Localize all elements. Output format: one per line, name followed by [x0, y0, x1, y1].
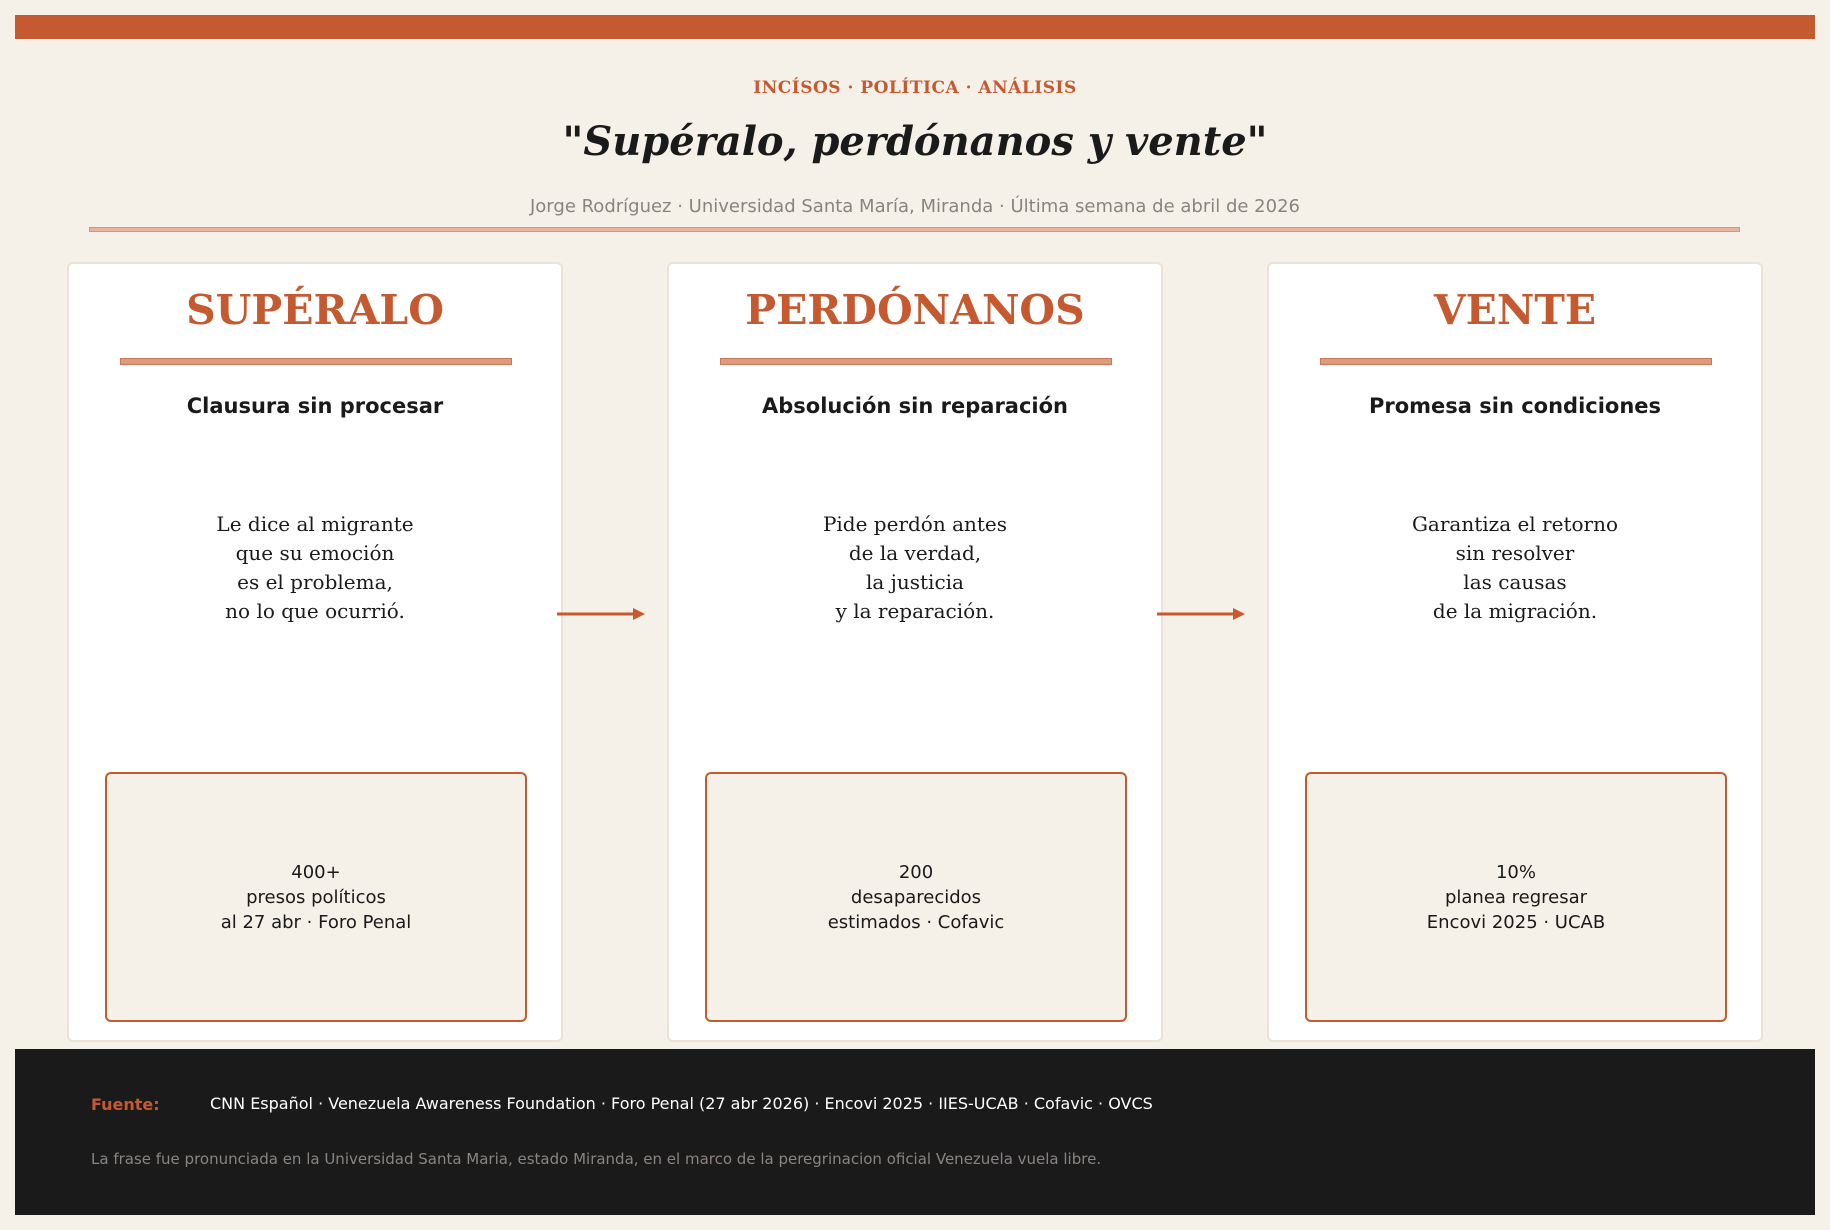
- page-title: "Supéralo, perdónanos y vente": [562, 118, 1268, 165]
- footnote: La frase fue pronunciada en la Universidad Santa Maria, estado Miranda, en el marco de la peregrinacion oficial Venezuela vuela libre.: [91, 1150, 1102, 1168]
- stat-box: [1305, 772, 1727, 1022]
- stat-value: 200: [898, 861, 934, 883]
- card-divider: [720, 358, 1112, 365]
- stat-box: [105, 772, 527, 1022]
- card-divider: [1320, 358, 1712, 365]
- stat-source: Encovi 2025 · UCAB: [1426, 911, 1606, 933]
- body-line: Le dice al migrante: [216, 512, 414, 536]
- arrow-right-icon: [557, 604, 647, 624]
- card-body: [669, 510, 1161, 626]
- card-heading: SUPÉRALO: [186, 286, 444, 334]
- footer: [15, 1049, 1815, 1215]
- stat-source: al 27 abr · Foro Penal: [220, 911, 412, 933]
- section-kicker: INCÍSOS · POLÍTICA · ANÁLISIS: [753, 78, 1077, 98]
- top-accent-bar: [15, 15, 1815, 39]
- body-line: las causas: [1463, 570, 1567, 594]
- card-subtitle: Absolución sin reparación: [761, 394, 1068, 418]
- body-line: no lo que ocurrió.: [225, 599, 405, 623]
- body-line: de la migración.: [1432, 599, 1598, 623]
- source-label: Fuente:: [91, 1095, 160, 1114]
- body-line: la justicia: [866, 570, 964, 594]
- body-line: de la verdad,: [848, 541, 982, 565]
- card-body: [1269, 510, 1761, 626]
- card-subtitle: Promesa sin condiciones: [1368, 394, 1662, 418]
- stat-label: desaparecidos: [850, 886, 982, 908]
- header-divider: [89, 227, 1740, 232]
- byline: Jorge Rodríguez · Universidad Santa María, Miranda · Última semana de abril de 2026: [529, 196, 1300, 217]
- body-line: es el problema,: [237, 570, 393, 594]
- card-superalo: [67, 262, 563, 1042]
- stat-source: estimados · Cofavic: [827, 911, 1005, 933]
- card-body: [69, 510, 561, 626]
- stat-label: presos políticos: [246, 886, 386, 908]
- body-line: que su emoción: [235, 541, 395, 565]
- body-line: Garantiza el retorno: [1411, 512, 1619, 536]
- card-divider: [120, 358, 512, 365]
- body-line: sin resolver: [1455, 541, 1575, 565]
- stat-value: 10%: [1495, 861, 1536, 883]
- source-text: CNN Español · Venezuela Awareness Foundation · Foro Penal (27 abr 2026) · Encovi 2025 · IIES-UCAB · Cofavic · OVCS: [210, 1094, 1153, 1113]
- card-heading: PERDÓNANOS: [745, 286, 1085, 334]
- body-line: y la reparación.: [835, 599, 995, 623]
- arrow-right-icon: [1157, 604, 1247, 624]
- card-perdonanos: [667, 262, 1163, 1042]
- card-heading: VENTE: [1433, 286, 1597, 334]
- card-vente: [1267, 262, 1763, 1042]
- stat-label: planea regresar: [1444, 886, 1588, 908]
- body-line: Pide perdón antes: [822, 512, 1008, 536]
- card-subtitle: Clausura sin procesar: [186, 394, 444, 418]
- stat-box: [705, 772, 1127, 1022]
- stat-value: 400+: [291, 861, 341, 883]
